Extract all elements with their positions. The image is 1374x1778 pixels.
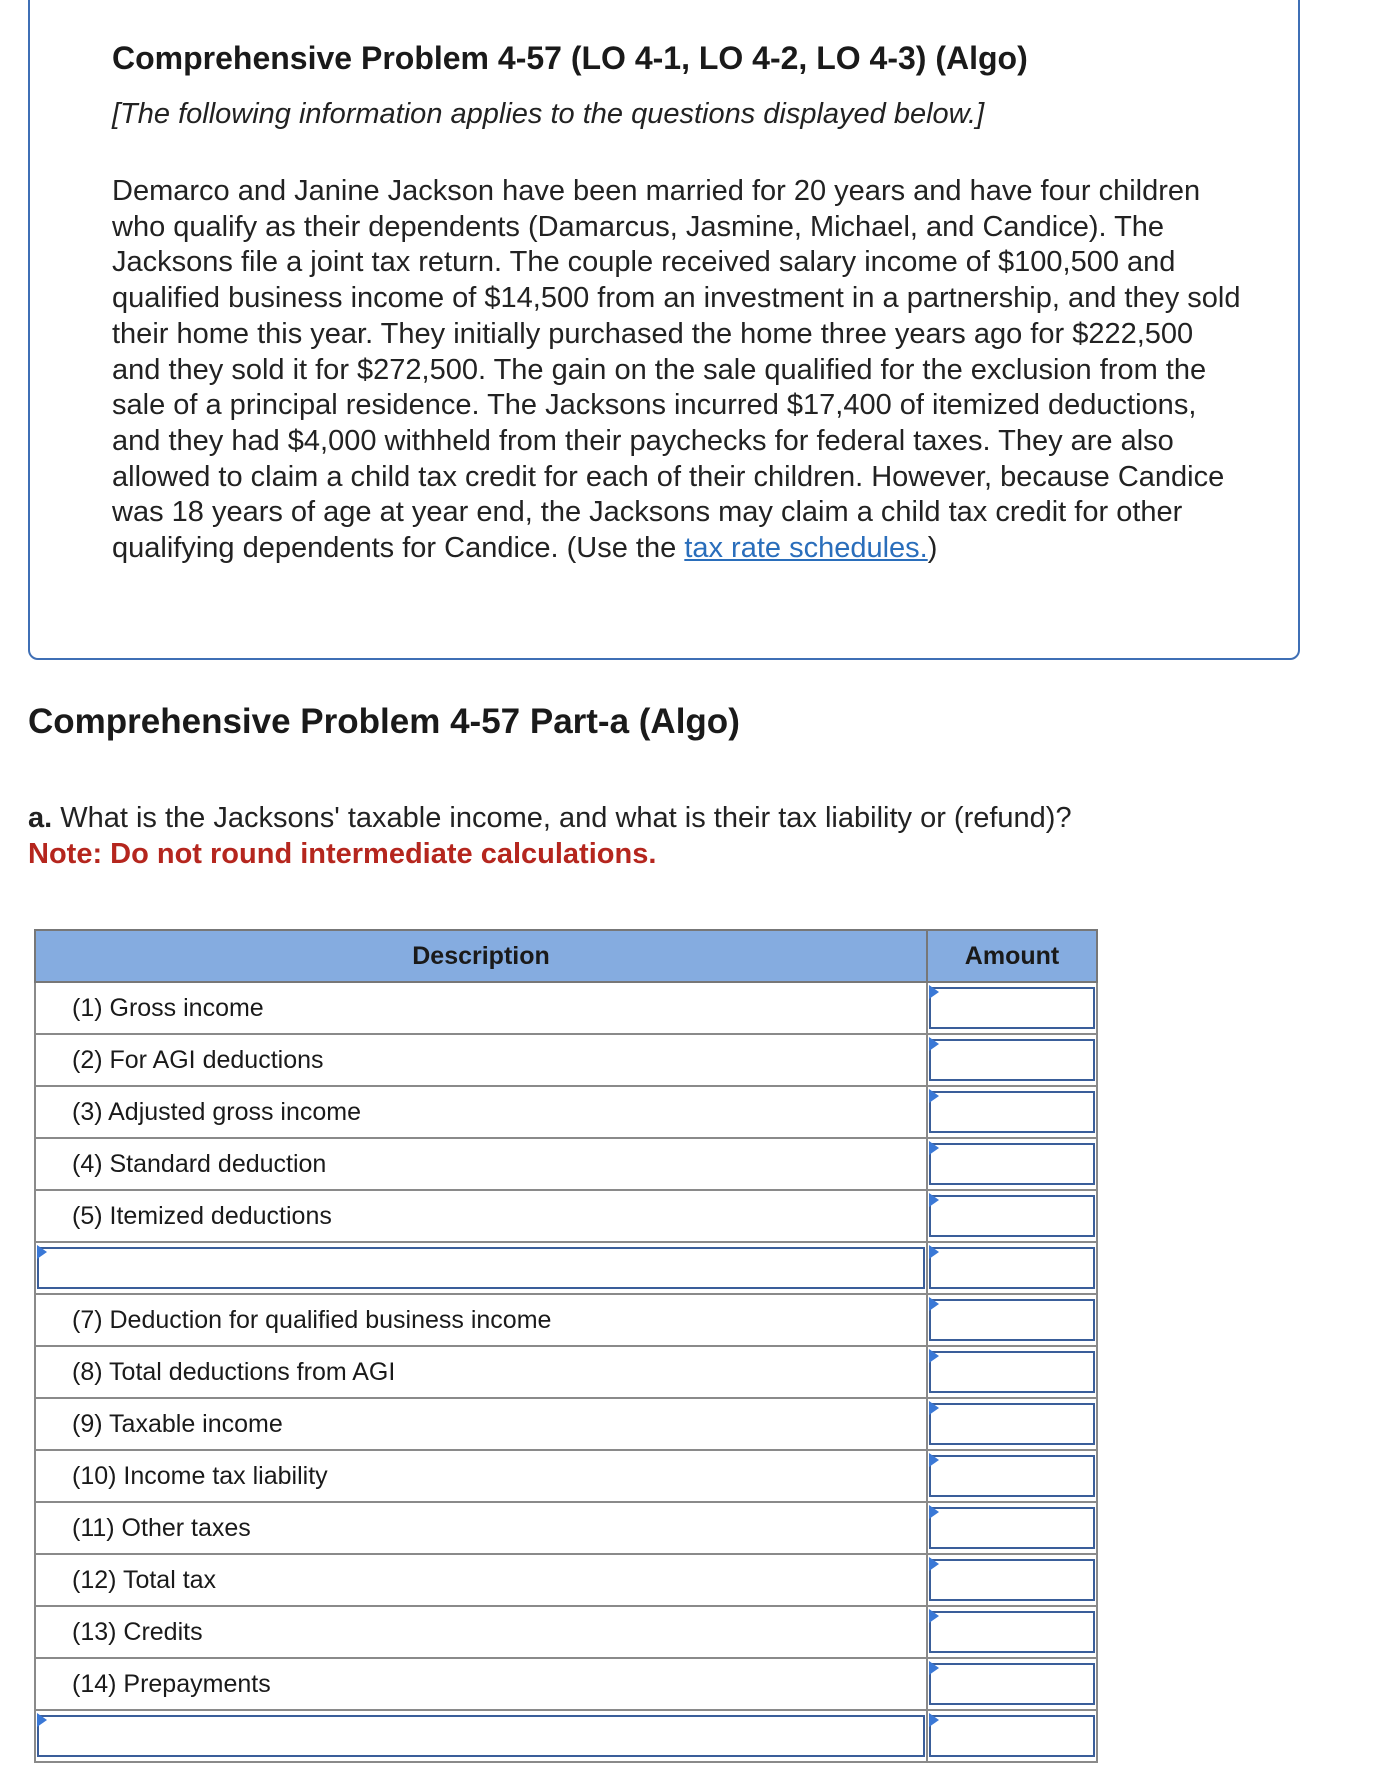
for-agi-deductions-input[interactable] (929, 1039, 1095, 1081)
total-deductions-from-agi-input[interactable] (929, 1351, 1095, 1393)
table-row (35, 1034, 1097, 1086)
amount-cell (927, 1502, 1097, 1554)
table-row (35, 1450, 1097, 1502)
table-row (35, 1190, 1097, 1242)
amount-cell (927, 1346, 1097, 1398)
table-row (35, 1606, 1097, 1658)
row-label: (2) For AGI deductions (35, 1034, 927, 1086)
scenario-text (112, 174, 1242, 567)
amount-cell (927, 1190, 1097, 1242)
row-15-description-input[interactable] (37, 1715, 925, 1757)
income-tax-liability-input[interactable] (929, 1455, 1095, 1497)
row-label: (10) Income tax liability (35, 1450, 927, 1502)
table-row (35, 1086, 1097, 1138)
amount-header: Amount (927, 930, 1097, 982)
answer-table (34, 929, 1098, 1763)
row-label: (5) Itemized deductions (35, 1190, 927, 1242)
amount-cell (927, 1398, 1097, 1450)
amount-cell (927, 1138, 1097, 1190)
qbi-deduction-input[interactable] (929, 1299, 1095, 1341)
gross-income-input[interactable] (929, 987, 1095, 1029)
part-title: Comprehensive Problem 4-57 Part-a (Algo) (28, 702, 740, 741)
tax-rate-schedules-link[interactable]: tax rate schedules. (684, 532, 928, 565)
row-6-amount-input[interactable] (929, 1247, 1095, 1289)
amount-cell (927, 1658, 1097, 1710)
row-label: (14) Prepayments (35, 1658, 927, 1710)
credits-input[interactable] (929, 1611, 1095, 1653)
table-row (35, 1398, 1097, 1450)
row-label: (1) Gross income (35, 982, 927, 1034)
description-cell (35, 1710, 927, 1762)
question (28, 802, 1072, 835)
table-row (35, 1242, 1097, 1294)
table-row (35, 1346, 1097, 1398)
standard-deduction-input[interactable] (929, 1143, 1095, 1185)
adjusted-gross-income-input[interactable] (929, 1091, 1095, 1133)
row-label: (9) Taxable income (35, 1398, 927, 1450)
other-taxes-input[interactable] (929, 1507, 1095, 1549)
problem-title: Comprehensive Problem 4-57 (LO 4-1, LO 4-2, LO 4-3) (Algo) (112, 40, 1028, 76)
question-letter: a. (28, 802, 53, 834)
amount-cell (927, 982, 1097, 1034)
table-row (35, 1710, 1097, 1762)
taxable-income-input[interactable] (929, 1403, 1095, 1445)
row-label: (12) Total tax (35, 1554, 927, 1606)
total-tax-input[interactable] (929, 1559, 1095, 1601)
row-15-amount-input[interactable] (929, 1715, 1095, 1757)
row-label: (13) Credits (35, 1606, 927, 1658)
amount-cell (927, 1242, 1097, 1294)
description-header: Description (35, 930, 927, 982)
row-label: (8) Total deductions from AGI (35, 1346, 927, 1398)
table-header-row (35, 930, 1097, 982)
amount-cell (927, 1450, 1097, 1502)
amount-cell (927, 1606, 1097, 1658)
table-row (35, 1658, 1097, 1710)
row-label: (11) Other taxes (35, 1502, 927, 1554)
amount-cell (927, 1086, 1097, 1138)
table-row (35, 982, 1097, 1034)
scenario-end: ) (927, 532, 938, 565)
scenario-body: Demarco and Janine Jackson have been married for 20 years and have four children who qualify as their dependents (Damarcus, Jasmine, Michael, and Candice). The Jacksons file a joint tax return. The couple received salary income of $100,500 and qualified business income of $14,500 from an investment in a partnership, and they sold their home this year. They initially purchased the home three years ago for $222,500 and they sold it for $272,500. The gain on the sale qualified for the exclusion from the sale of a principal residence. The Jacksons incurred $17,400 of itemized deductions, and they had $4,000 withheld from their paychecks for federal taxes. They are also allowed to claim a child tax credit for each of their children. However, because Candice was 18 years of age at year end, the Jacksons may claim a child tax credit for other qualifying dependents for Candice. (Use the (112, 175, 1241, 565)
table-row (35, 1138, 1097, 1190)
prepayments-input[interactable] (929, 1663, 1095, 1705)
amount-cell (927, 1710, 1097, 1762)
table-row (35, 1554, 1097, 1606)
amount-cell (927, 1554, 1097, 1606)
note: Note: Do not round intermediate calculations. (28, 838, 657, 870)
row-label: (7) Deduction for qualified business income (35, 1294, 927, 1346)
table-row (35, 1502, 1097, 1554)
amount-cell (927, 1294, 1097, 1346)
amount-cell (927, 1034, 1097, 1086)
description-cell (35, 1242, 927, 1294)
table-row (35, 1294, 1097, 1346)
question-text: What is the Jacksons' taxable income, and what is their tax liability or (refund)? (60, 802, 1072, 834)
row-label: (3) Adjusted gross income (35, 1086, 927, 1138)
row-6-description-input[interactable] (37, 1247, 925, 1289)
itemized-deductions-input[interactable] (929, 1195, 1095, 1237)
info-note: [The following information applies to the questions displayed below.] (112, 98, 985, 130)
row-label: (4) Standard deduction (35, 1138, 927, 1190)
